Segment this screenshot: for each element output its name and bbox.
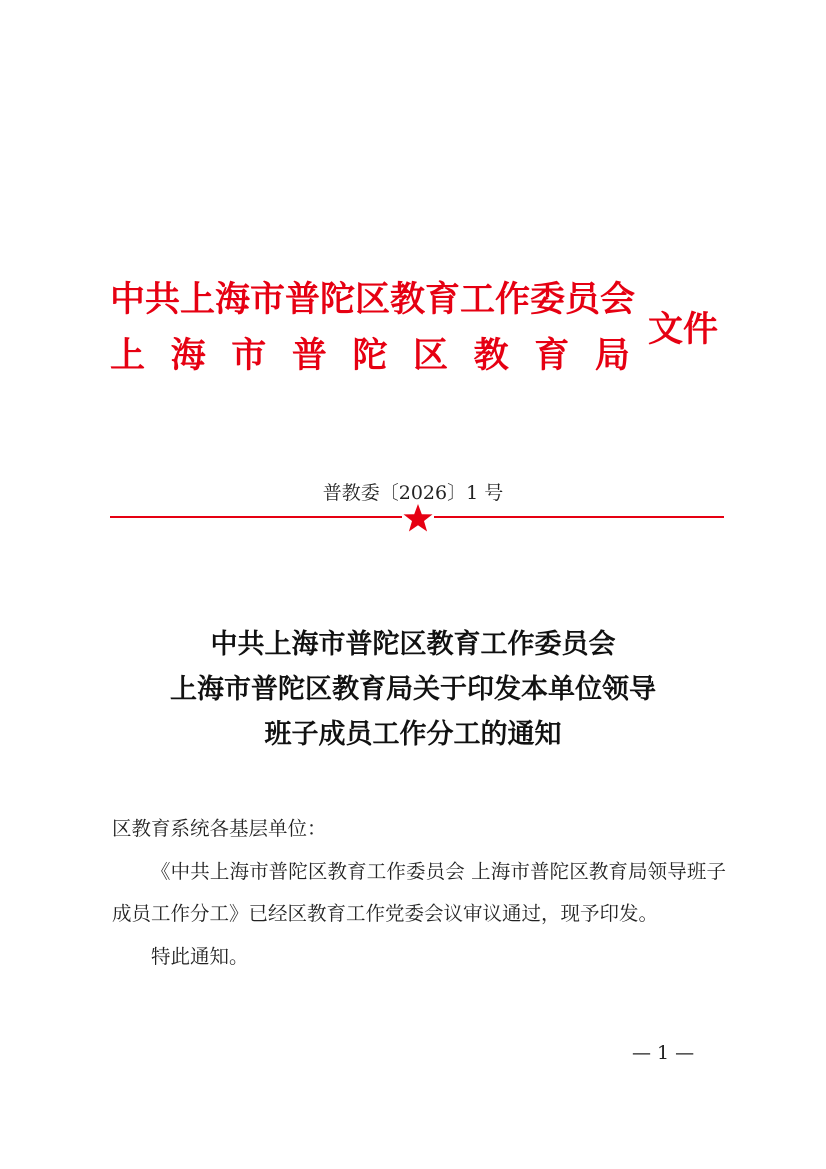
body-paragraph: 《中共上海市普陀区教育工作委员会 上海市普陀区教育局领导班子成员工作分工》已经区教育工作党委会议审议通过，现予印发。: [112, 859, 726, 925]
header-org-char: 陀: [352, 335, 388, 376]
header-org-char: 上: [110, 335, 146, 376]
header-org-education-bureau: [110, 328, 630, 378]
page-number: — 1 —: [632, 1042, 695, 1064]
document-number: 普教委〔2026〕1 号: [322, 482, 504, 504]
title-line: 上海市普陀区教育局关于印发本单位领导: [170, 674, 656, 705]
title-line: 班子成员工作分工的通知: [264, 719, 562, 750]
red-separator-left: [110, 516, 402, 518]
closing-paragraph: 特此通知。: [151, 944, 249, 968]
red-header: [110, 272, 750, 382]
document-body: [112, 808, 726, 978]
header-org-char: 区: [413, 335, 449, 376]
header-org-char: 教: [473, 335, 509, 376]
header-org-char: 局: [594, 335, 630, 376]
title-line: 中共上海市普陀区教育工作委员会: [210, 629, 616, 660]
document-title: [0, 622, 826, 757]
header-org-party-committee: 中共上海市普陀区教育工作委员会: [110, 279, 636, 320]
salutation: 区教育系统各基层单位：: [112, 817, 327, 840]
header-org-char: 市: [231, 335, 267, 376]
header-org-char: 育: [534, 335, 570, 376]
header-org-char: 普: [291, 335, 327, 376]
header-doc-suffix: 文件: [648, 309, 719, 350]
star-icon: [402, 503, 434, 533]
header-org-char: 海: [170, 335, 206, 376]
red-separator-right: [434, 516, 724, 518]
